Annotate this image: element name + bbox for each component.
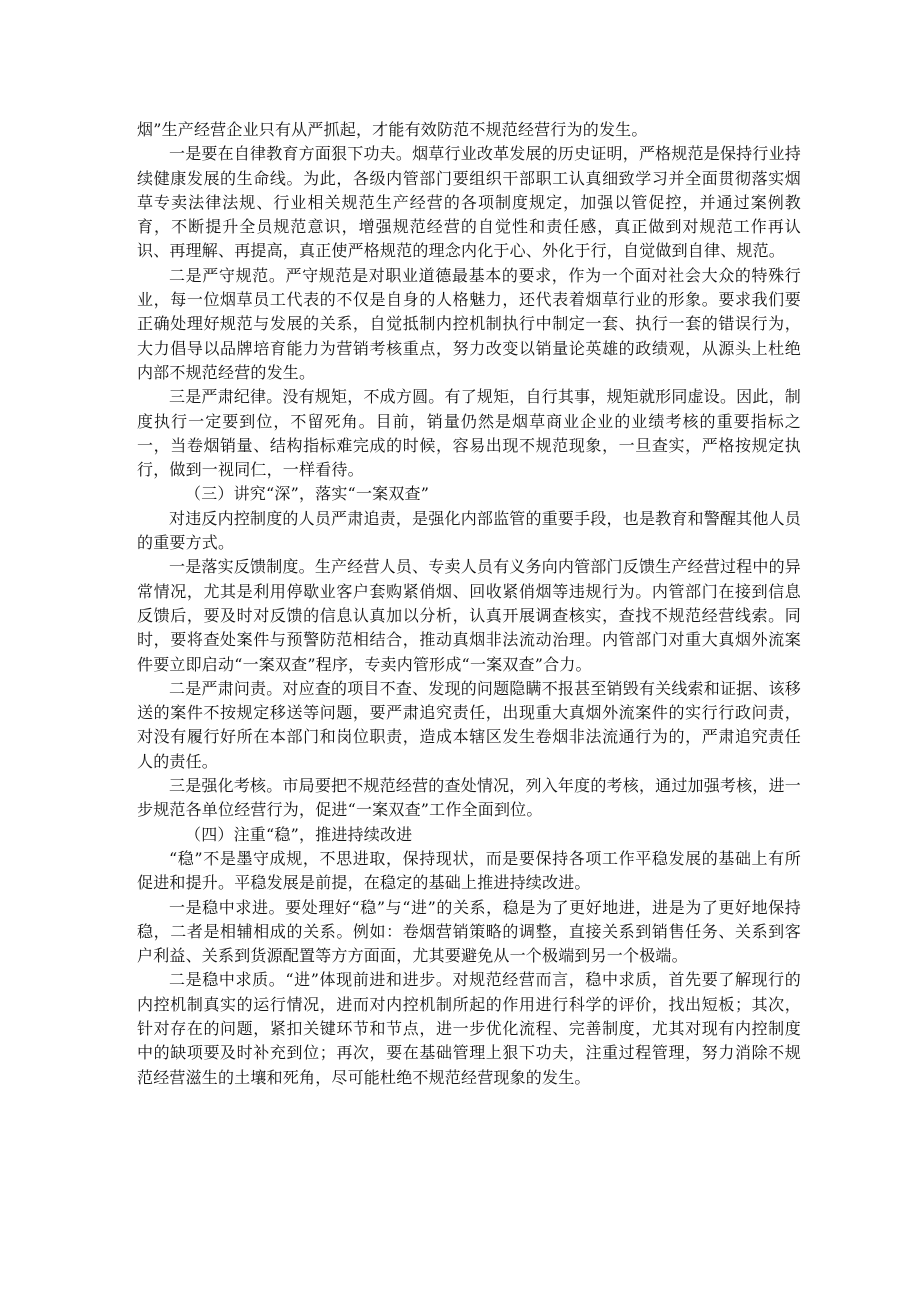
paragraph-quality-in-stability: 二是稳中求质。“进”体现前进和进步。对规范经营而言，稳中求质，首先要了解现行的内控机制真实的运行情况，进而对内控机制所起的作用进行科学的评价，找出短板；其次，针对存在的问题，紧扣关键环节和节点，进一步优化流程、完善制度，尤其对现有内控制度中的缺项要及时补充到位；再次，要在基础管理上狠下功夫，注重过程管理，努力消除不规范经营滋生的土壤和死角，尽可能杜绝不规范经营现象的发生。 — [137, 970, 801, 1087]
paragraph-assessment: 三是强化考核。市局要把不规范经营的查处情况，列入年度的考核，通过加强考核，进一步规范各单位经营行为，促进“一案双查”工作全面到位。 — [137, 776, 801, 820]
paragraph-feedback-system: 一是落实反馈制度。生产经营人员、专卖人员有义务向内管部门反馈生产经营过程中的异常情况，尤其是利用停歇业客户套购紧俏烟、回收紧俏烟等违规行为。内管部门在接到信息反馈后，要及时对反馈的信息认真加以分析，认真开展调查核实，查找不规范经营线索。同时，要将查处案件与预警防范相结合，推动真烟非法流动治理。内管部门对重大真烟外流案件要立即启动“一案双查”程序，专卖内管形成“一案双查”合力。 — [137, 557, 801, 674]
paragraph-accountability: 二是严肃问责。对应查的项目不查、发现的问题隐瞒不报甚至销毁有关线索和证据、该移送的案件不按规定移送等问题，要严肃追究责任，出现重大真烟外流案件的实行行政问责，对没有履行好所在本部门和岗位职责，造成本辖区发生卷烟非法流通行为的，严肃追究责任人的责任。 — [137, 678, 801, 771]
document-body — [137, 118, 801, 1090]
paragraph-progress-in-stability: 一是稳中求进。要处理好“稳”与“进”的关系，稳是为了更好地进，进是为了更好地保持稳，二者是相辅相成的关系。例如：卷烟营销策略的调整，直接关系到销售任务、关系到客户利益、关系到货源配置等方方面面，尤其要避免从一个极端到另一个极端。 — [137, 897, 801, 966]
paragraph-self-discipline: 一是要在自律教育方面狠下功夫。烟草行业改革发展的历史证明，严格规范是保持行业持续健康发展的生命线。为此，各级内管部门要组织干部职工认真细致学习并全面贯彻落实烟草专卖法律法规、行业相关规范生产经营的各项制度规定，加强以管促控，并通过案例教育，不断提升全员规范意识，增强规范经营的自觉性和责任感，真正做到对规范工作再认识、再理解、再提高，真正使严格规范的理念内化于心、外化于行，自觉做到自律、规范。 — [137, 144, 801, 261]
section-heading-3: （三）讲究“深”，落实“一案双查” — [185, 484, 430, 504]
paragraph-strict-norms: 二是严守规范。严守规范是对职业道德最基本的要求，作为一个面对社会大众的特殊行业，每一位烟草员工代表的不仅是自身的人格魅力，还代表着烟草行业的形象。要求我们要正确处理好规范与发展的关系，自觉抵制内控机制执行中制定一套、执行一套的错误行为，大力倡导以品牌培育能力为营销考核重点，努力改变以销量论英雄的政绩观，从源头上杜绝内部不规范经营的发生。 — [137, 265, 801, 382]
section-heading-4: （四）注重“稳”，推进持续改进 — [185, 824, 413, 844]
paragraph-accountability-intro: 对违反内控制度的人员严肃追责，是强化内部监管的重要手段，也是教育和警醒其他人员的重要方式。 — [137, 508, 801, 553]
paragraph-stability-intro: “稳”不是墨守成规，不思进取，保持现状，而是要保持各项工作平稳发展的基础上有所促进和提升。平稳发展是前提，在稳定的基础上推进持续改进。 — [137, 848, 801, 893]
paragraph-strict-discipline: 三是严肃纪律。没有规矩，不成方圆。有了规矩，自行其事，规矩就形同虚设。因此，制度执行一定要到位，不留死角。目前，销量仍然是烟草商业企业的业绩考核的重要指标之一，当卷烟销量、结构指标难完成的时候，容易出现不规范现象，一旦查实，严格按规定执行，做到一视同仁，一样看待。 — [137, 387, 801, 480]
paragraph-continued: 烟”生产经营企业只有从严抓起，才能有效防范不规范经营行为的发生。 — [137, 120, 648, 139]
